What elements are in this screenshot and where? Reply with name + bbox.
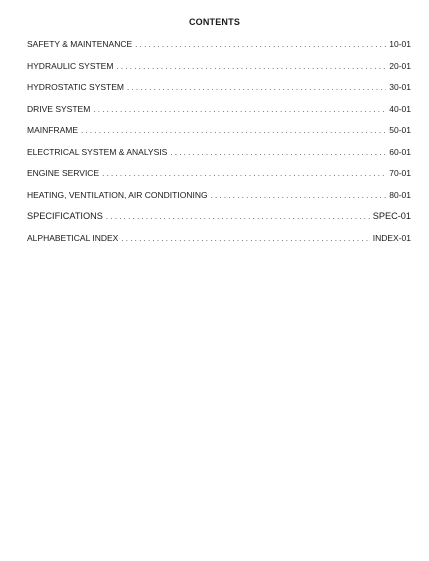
- toc-entry-page: 10-01: [389, 39, 411, 49]
- toc-entry-hvac[interactable]: [27, 190, 411, 212]
- toc-entry-label: SAFETY & MAINTENANCE: [27, 39, 133, 49]
- dot-leader: [127, 83, 386, 92]
- toc-entry-label: HEATING, VENTILATION, AIR CONDITIONING: [27, 189, 208, 200]
- toc-entry-label: ALPHABETICAL INDEX: [27, 232, 119, 243]
- page-title: CONTENTS: [188, 17, 241, 27]
- dot-leader: [170, 148, 386, 157]
- toc-entry-mainframe[interactable]: [27, 125, 411, 147]
- toc-entry-specifications[interactable]: [27, 211, 411, 233]
- toc-entry-page: 80-01: [389, 189, 411, 200]
- toc-entry-electrical-system[interactable]: [27, 147, 411, 169]
- toc-entry-page: 30-01: [389, 82, 411, 92]
- table-of-contents: [27, 39, 411, 254]
- dot-leader: [102, 169, 386, 178]
- toc-entry-drive-system[interactable]: [27, 104, 411, 126]
- toc-entry-page: 50-01: [389, 125, 411, 135]
- dot-leader: [121, 234, 369, 243]
- toc-entry-page: 20-01: [389, 60, 411, 71]
- dot-leader: [81, 126, 386, 135]
- toc-entry-engine-service[interactable]: [27, 168, 411, 190]
- toc-entry-page: 70-01: [389, 168, 411, 178]
- toc-entry-label: MAINFRAME: [27, 125, 78, 135]
- toc-entry-label: SPECIFICATIONS: [27, 211, 103, 221]
- dot-leader: [106, 212, 370, 221]
- toc-entry-label: DRIVE SYSTEM: [27, 103, 91, 114]
- toc-entry-page: SPEC-01: [372, 211, 411, 221]
- dot-leader: [135, 40, 386, 49]
- toc-entry-page: INDEX-01: [372, 232, 411, 243]
- toc-entry-page: 40-01: [389, 103, 411, 114]
- toc-entry-safety-maintenance[interactable]: [27, 39, 411, 61]
- toc-entry-label: ELECTRICAL SYSTEM & ANALYSIS: [27, 146, 168, 157]
- dot-leader: [93, 105, 386, 114]
- toc-entry-hydraulic-system[interactable]: [27, 61, 411, 83]
- toc-entry-label: ENGINE SERVICE: [27, 168, 100, 178]
- toc-entry-hydrostatic-system[interactable]: [27, 82, 411, 104]
- toc-entry-label: HYDRAULIC SYSTEM: [27, 60, 114, 71]
- dot-leader: [211, 191, 387, 200]
- dot-leader: [116, 62, 386, 71]
- toc-entry-label: HYDROSTATIC SYSTEM: [27, 82, 124, 92]
- toc-entry-page: 60-01: [389, 146, 411, 157]
- toc-entry-alphabetical-index[interactable]: [27, 233, 411, 255]
